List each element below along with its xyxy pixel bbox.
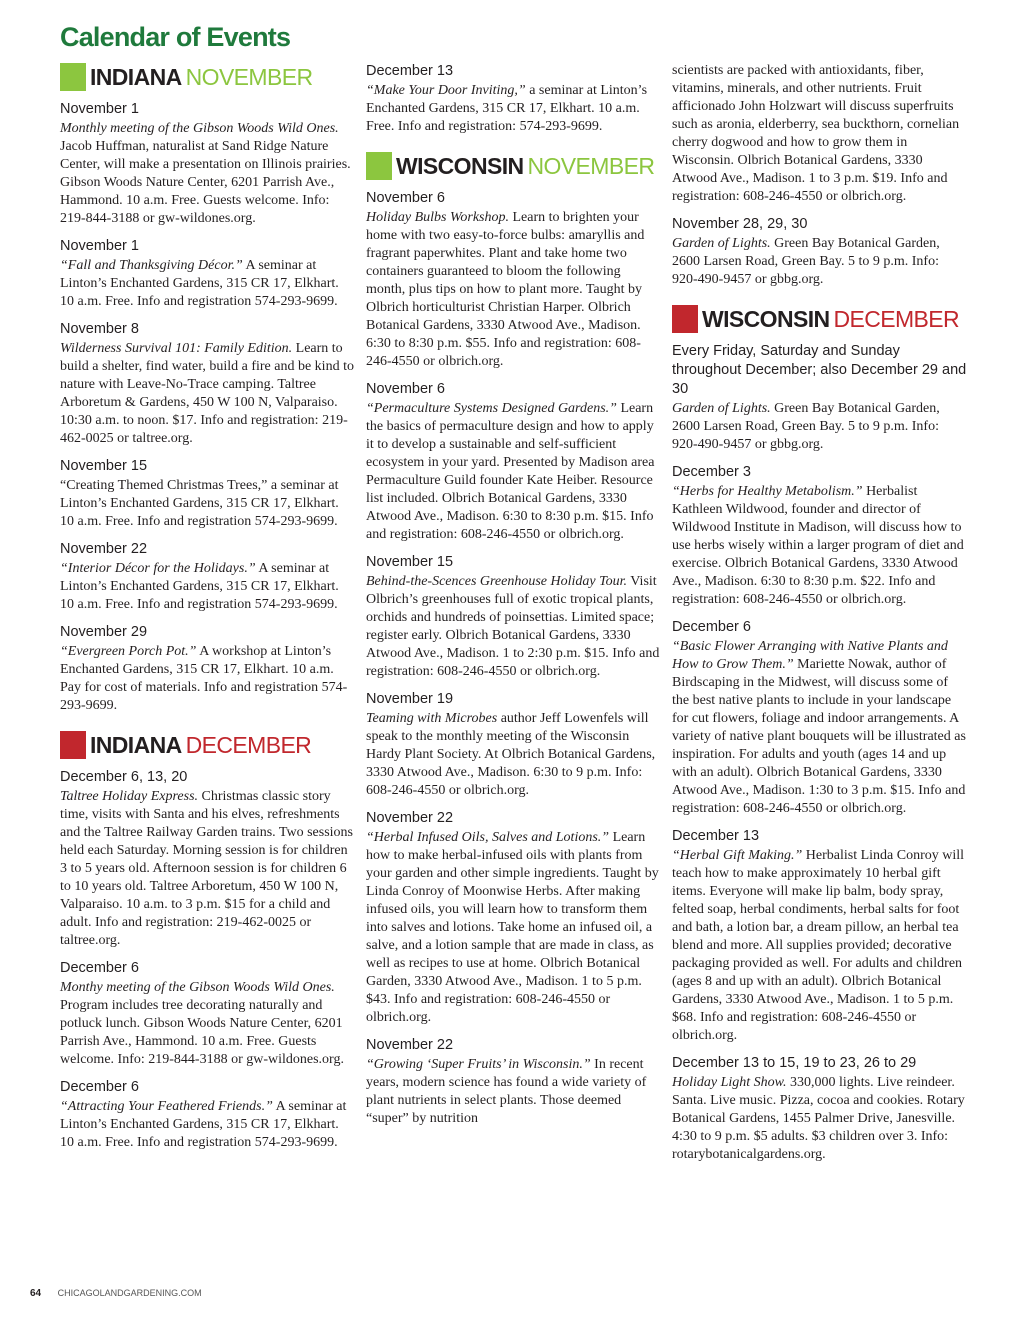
event-item [672, 463, 968, 609]
event-title: Holiday Light Show. [672, 1075, 787, 1090]
event-continuation [672, 62, 968, 206]
section-month: DECEMBER [185, 731, 312, 758]
section-month: NOVEMBER [185, 63, 313, 90]
event-text: In recent years, modern science has found a wide variety of plant nutrients in select plants. Those deemed “super” by nutrition [366, 1057, 647, 1126]
event-title: “Herbs for Healthy Metabolism.” [672, 484, 863, 499]
event-text: A seminar at Linton’s Enchanted Gardens, 315 CR 17, Elkhart. 10 a.m. Free. Info and registration 574-293-9699. [60, 258, 339, 309]
column-3 [672, 62, 968, 1173]
event-description [366, 209, 660, 371]
section-state: INDIANA [90, 731, 182, 758]
event-text: A workshop at Linton’s Enchanted Gardens, 315 CR 17, Elkhart. 10 a.m. Pay for cost of materials. Info and registration 574-293-9699. [60, 644, 348, 713]
event-description [672, 400, 968, 454]
page-footer [30, 1288, 202, 1299]
event-date: December 3 [672, 464, 751, 480]
event-list [672, 215, 968, 289]
event-item [60, 540, 355, 614]
event-text: Program includes tree decorating naturally and potluck lunch. Gibson Woods Nature Center, 6201 Parrish Ave., Hammond. 10 a.m. Free. Guests welcome. Info: 219-844-3188 or gw-wildones.org. [60, 998, 344, 1067]
event-text: Mariette Nowak, author of Birdscaping in the Midwest, will discuss some of the best native plants to include in your landscape for cut flowers, foliage and indoor arrangements. A variety of native plant bouquets will be illustrated as inspiration. For adults and youth (ages 14 and up with an adult). Olbrich Botanical Gardens, 3330 Atwood Ave., Madison. 1:30 to 3 p.m. $15. Info and registration: 608-246-4550 or olbrich.org. [672, 657, 966, 816]
event-date: Every Friday, Saturday and Sunday throughout December; also December 29 and 30 [672, 343, 967, 397]
event-item [366, 690, 660, 800]
event-date: November 6 [366, 381, 445, 397]
event-item [60, 237, 355, 311]
event-description [672, 483, 968, 609]
event-text: Green Bay Botanical Garden, 2600 Larsen Road, Green Bay. 5 to 9 p.m. Info: 920-490-9457 or gbbg.org. [672, 401, 940, 452]
green-square-icon [60, 63, 86, 91]
event-list [366, 62, 660, 136]
event-description [672, 1074, 968, 1164]
event-title: Wilderness Survival 101: Family Edition. [60, 341, 293, 356]
page-title: Calendar of Events [60, 22, 291, 52]
event-item [60, 959, 355, 1069]
event-date: November 15 [60, 458, 148, 474]
event-item [672, 618, 968, 818]
event-description [60, 788, 355, 950]
section-header-wisconsin-november [366, 151, 660, 181]
site-url: CHICAGOLANDGARDENING.COM [57, 1288, 202, 1298]
event-title: “Interior Décor for the Holidays.” [60, 561, 256, 576]
event-date: November 6 [366, 190, 445, 206]
event-description [366, 829, 660, 1027]
event-title: “Make Your Door Inviting,” [366, 83, 526, 98]
event-date: November 19 [366, 691, 454, 707]
event-description [60, 340, 355, 448]
column-1 [60, 62, 355, 1161]
event-item [60, 320, 355, 448]
event-date: November 1 [60, 101, 139, 117]
event-item [672, 1054, 968, 1164]
event-title: Holiday Bulbs Workshop. [366, 210, 509, 225]
event-item [60, 623, 355, 715]
column-2 [366, 62, 660, 1137]
event-item [60, 768, 355, 950]
event-date: November 22 [60, 541, 148, 557]
event-title: “Growing ‘Super Fruits’ in Wisconsin.” [366, 1057, 591, 1072]
red-square-icon [60, 731, 86, 759]
event-list [60, 100, 355, 715]
section-state: WISCONSIN [396, 152, 524, 179]
event-text: Christmas classic story time, visits with Santa and his elves, refreshments and the Taltree Railway Garden trains. Two sessions held each Saturday. Morning session is for children 3 to 5 years old. Afternoon session is for children 6 to 10 years old. Taltree Arboretum, 450 W 100 N, Valparaiso. 10 a.m. to 3 p.m. $15 for a child and adult. Info and registration: 219-462-0025 or taltree.org. [60, 789, 354, 948]
event-date: November 22 [366, 810, 454, 826]
event-title: Taltree Holiday Express. [60, 789, 199, 804]
event-list [366, 189, 660, 1128]
event-text: Green Bay Botanical Garden, 2600 Larsen Road, Green Bay. 5 to 9 p.m. Info: 920-490-9457 or gbbg.org. [672, 236, 940, 287]
event-date: November 8 [60, 321, 139, 337]
event-description [672, 235, 968, 289]
event-text: A seminar at Linton’s Enchanted Gardens, 315 CR 17, Elkhart. 10 a.m. Free. Info and registration 574-293-9699. [60, 1099, 347, 1150]
event-list [672, 342, 968, 1164]
event-description [60, 643, 355, 715]
event-date: December 13 [672, 828, 760, 844]
section-header-wisconsin-december [672, 304, 968, 334]
event-title: Teaming with Microbes [366, 711, 498, 726]
event-item [366, 380, 660, 544]
event-list [60, 768, 355, 1152]
event-text: Learn the basics of permaculture design and how to apply it to develop a sustainable and self-sufficient ecosystem in your yard. Presented by Madison area Permaculture Guild founder Kate Heiber. Resource list included. Olbrich Botanical Gardens, 3330 Atwood Ave., Madison. 6:30 to 8:30 p.m. $15. Info and registration: 608-246-4550 or olbrich.org. [366, 401, 655, 542]
event-text: “Creating Themed Christmas Trees,” a seminar at Linton’s Enchanted Gardens, 315 CR 17, Elkhart. 10 a.m. Free. Info and registration 574-293-9699. [60, 478, 339, 529]
event-title: “Basic Flower Arranging with Native Plants and How to Grow Them.” [672, 639, 948, 672]
event-date: November 15 [366, 554, 454, 570]
section-state: WISCONSIN [702, 305, 830, 332]
event-title: Garden of Lights. [672, 401, 771, 416]
event-text: Learn to brighten your home with two easy-to-force bulbs: amaryllis and fragrant paperwhites. Plant and take home two containers guaranteed to bloom the following month, plus tips on how to plant more. Taught by Olbrich horticulturist Christian Harper. Olbrich Botanical Gardens, 3330 Atwood Ave., Madison. 6:30 to 8:30 p.m. $55. Info and registration: 608-246-4550 or olbrich.org. [366, 210, 645, 369]
event-description [366, 573, 660, 681]
event-item [60, 1078, 355, 1152]
event-item [366, 553, 660, 681]
event-date: December 6 [60, 1079, 139, 1095]
section-state: INDIANA [90, 63, 182, 90]
event-date: November 1 [60, 238, 139, 254]
event-description [60, 477, 355, 531]
event-description [366, 710, 660, 800]
event-text: Learn to build a shelter, find water, build a fire and be kind to nature with Leave-No-Trace camping. Taltree Arboretum & Gardens, 450 W 100 N, Valparaiso. 10:30 a.m. to noon. $17. Info and registration: 219-462-0025 or taltree.org. [60, 341, 354, 446]
event-title: Monthy meeting of the Gibson Woods Wild Ones. [60, 980, 335, 995]
event-text: Herbalist Linda Conroy will teach how to make approximately 10 herbal gift items. Everyone will make lip balm, body spray, felted soap, herbal condiments, herbal salts for foot and bath, a lotion bar, a dream pillow, an herbal tea blend and more. All supplies provided; decorative packaging provided as well. For adults and children (ages 8 and up with an adult). Olbrich Botanical Gardens, 3330 Atwood Ave., Madison. 1 to 5 p.m. $68. Info and registration: 608-246-4550 or olbrich.org. [672, 848, 965, 1043]
event-date: November 22 [366, 1037, 454, 1053]
event-title: “Herbal Gift Making.” [672, 848, 803, 863]
event-description [60, 257, 355, 311]
event-item [366, 1036, 660, 1128]
event-description [366, 1056, 660, 1128]
section-month: DECEMBER [833, 305, 960, 332]
green-square-icon [366, 152, 392, 180]
event-text: 330,000 lights. Live reindeer. Santa. Live music. Pizza, cocoa and cookies. Rotary Botanical Gardens, 1455 Palmer Drive, Janesville. 4:30 to 9 p.m. $5 adults. $3 children over 3. Info: rotarybotanicalgardens.org. [672, 1075, 965, 1162]
event-text: Visit Olbrich’s greenhouses full of exotic tropical plants, orchids and hundreds of poinsettias. Limited space; register early. Olbrich Botanical Gardens, 3330 Atwood Ave., Madison. 1 to 2:30 p.m. $15. Info and registration: 608-246-4550 or olbrich.org. [366, 574, 660, 679]
event-description [366, 400, 660, 544]
event-text: author Jeff Lowenfels will speak to the monthly meeting of the Wisconsin Hardy Plant Society. At Olbrich Botanical Gardens, 3330 Atwood Ave., Madison. 6:30 to 9 p.m. Info: 608-246-4550 or olbrich.org. [366, 711, 656, 798]
event-item [366, 62, 660, 136]
section-header-indiana-november [60, 62, 355, 92]
event-date: November 28, 29, 30 [672, 216, 808, 232]
event-description [672, 638, 968, 818]
event-title: Garden of Lights. [672, 236, 771, 251]
event-description [672, 847, 968, 1045]
event-text: Jacob Huffman, naturalist at Sand Ridge Nature Center, will make a presentation on Illinois prairies. Gibson Woods Nature Center, 6201 Parrish Ave., Hammond. 10 a.m. Free. Guests welcome. Info: 219-844-3188 or gw-wildones.org. [60, 139, 351, 226]
red-square-icon [672, 305, 698, 333]
event-title: “Attracting Your Feathered Friends.” [60, 1099, 273, 1114]
event-item [672, 215, 968, 289]
page-number: 64 [30, 1288, 42, 1299]
event-text: Learn how to make herbal-infused oils with plants from your garden and other simple ingredients. Taught by Linda Conroy of Moonwise Herbs. After making infused oils, you will learn how to transform them into salves and lotions. Take home an infused oil, a salve, and a lotion sample that are made in class, as well as recipes to use at home. Olbrich Botanical Garden, 3330 Atwood Ave., Madison. 1 to 5 p.m. $43. Info and registration: 608-246-4550 or olbrich.org. [366, 830, 659, 1025]
event-item [366, 809, 660, 1027]
event-description [366, 82, 660, 136]
event-date: December 13 [366, 63, 454, 79]
event-item [366, 189, 660, 371]
event-item [60, 100, 355, 228]
event-text: Herbalist Kathleen Wildwood, founder and director of Wildwood Institute in Madison, will discuss how to use herbs wisely within a larger program of diet and exercise. Olbrich Botanical Gardens, 3330 Atwood Ave., Madison. 6:30 to 8:30 p.m. $22. Info and registration: 608-246-4550 or olbrich.org. [672, 484, 964, 607]
event-title: “Fall and Thanksgiving Décor.” [60, 258, 243, 273]
event-text: a seminar at Linton’s Enchanted Gardens, 315 CR 17, Elkhart. 10 a.m. Free. Info and registration: 574-293-9699. [366, 83, 648, 134]
event-title: “Evergreen Porch Pot.” [60, 644, 197, 659]
event-title: Behind-the-Scences Greenhouse Holiday Tour. [366, 574, 628, 589]
event-text: scientists are packed with antioxidants, fiber, vitamins, minerals, and other nutrients. Fruit afficionado John Holzwart will discuss superfruits such as aronia, elderberry, sea buckthorn, cornelian cherry dogwood and how to grow them in Wisconsin. Olbrich Botanical Gardens, 3330 Atwood Ave., Madison. 1 to 3 p.m. $19. Info and registration: 608-246-4550 or olbrich.org. [672, 63, 960, 204]
event-title: Monthly meeting of the Gibson Woods Wild Ones. [60, 121, 339, 136]
event-text: A seminar at Linton’s Enchanted Gardens, 315 CR 17, Elkhart. 10 a.m. Free. Info and registration 574-293-9699. [60, 561, 339, 612]
event-date: December 6, 13, 20 [60, 769, 188, 785]
event-title: “Herbal Infused Oils, Salves and Lotions.” [366, 830, 610, 845]
event-description [60, 1098, 355, 1152]
event-description [60, 979, 355, 1069]
event-date: November 29 [60, 624, 148, 640]
event-date: December 6 [60, 960, 139, 976]
event-date: December 6 [672, 619, 751, 635]
event-date: December 13 to 15, 19 to 23, 26 to 29 [672, 1055, 917, 1071]
event-description [60, 560, 355, 614]
event-item [60, 457, 355, 531]
event-description [60, 120, 355, 228]
event-title: “Permaculture Systems Designed Gardens.” [366, 401, 617, 416]
section-header-indiana-december [60, 730, 355, 760]
event-item [672, 827, 968, 1045]
event-item [672, 342, 968, 454]
section-month: NOVEMBER [527, 152, 655, 179]
